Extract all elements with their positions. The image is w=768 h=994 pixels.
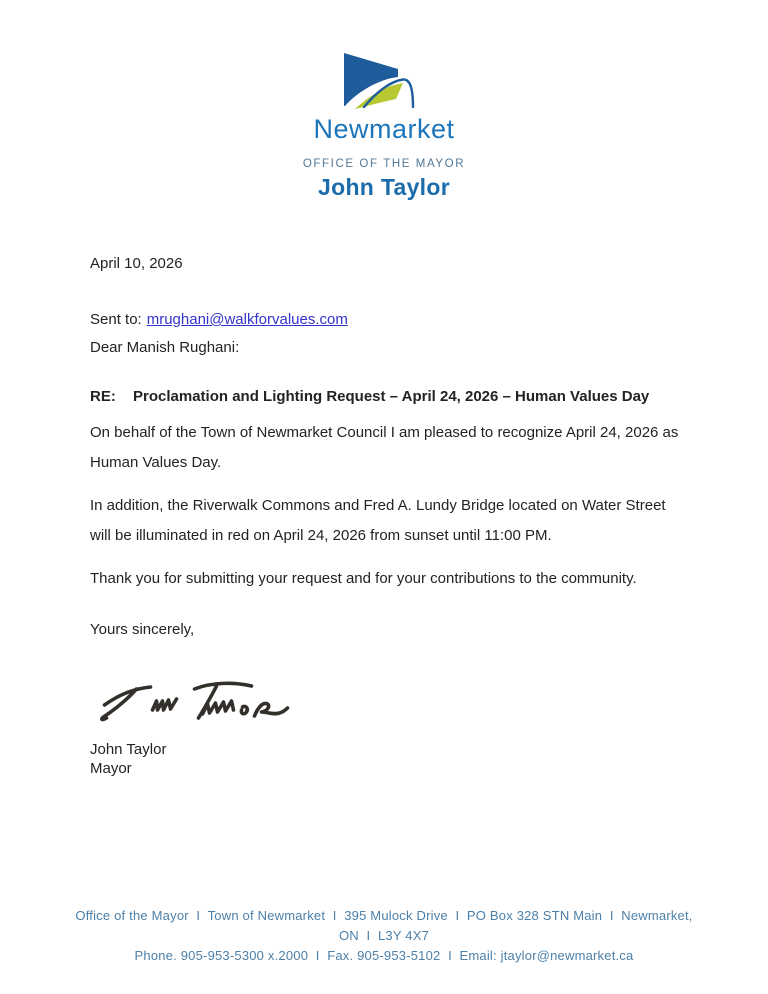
paragraph-2-line-1: In addition, the Riverwalk Commons and Fred A. Lundy Bridge located on Water Street	[90, 497, 666, 514]
signature-image	[92, 676, 317, 728]
paragraph-1	[90, 418, 682, 478]
newmarket-logo-icon	[340, 50, 428, 112]
recipient-email-link[interactable]: mrughani@walkforvalues.com	[146, 311, 348, 328]
signer-title: Mayor	[90, 760, 132, 777]
sent-to-label: Sent to:	[90, 311, 142, 328]
footer-contact-line: Phone. 905-953-5300 x.2000 I Fax. 905-953-5102 I Email: jtaylor@newmarket.ca	[134, 948, 634, 963]
letter-date: April 10, 2026	[90, 255, 183, 272]
re-subject-line	[90, 385, 682, 409]
mayor-name-heading: John Taylor	[318, 174, 450, 200]
sent-to-line	[90, 308, 682, 332]
re-label: RE:	[90, 388, 116, 405]
re-subject-text: Proclamation and Lighting Request – April 24, 2026 – Human Values Day	[133, 388, 650, 405]
brand-wordmark: Newmarket	[313, 114, 455, 144]
paragraph-3	[90, 564, 682, 594]
footer-address-line-2: ON I L3Y 4X7	[339, 928, 429, 943]
letter-body	[90, 252, 682, 778]
letterhead	[0, 50, 768, 201]
salutation: Dear Manish Rughani:	[90, 339, 240, 356]
office-of-the-mayor-label: OFFICE OF THE MAYOR	[302, 158, 466, 170]
paragraph-1-line-2: Human Values Day.	[90, 454, 222, 471]
signature-block	[90, 740, 682, 778]
paragraph-2	[90, 491, 682, 551]
paragraph-3-line-1: Thank you for submitting your request and for your contributions to the community.	[90, 570, 637, 587]
footer-address-line-1: Office of the Mayor I Town of Newmarket I 395 Mulock Drive I PO Box 328 STN Main I Newmarket,	[75, 908, 693, 923]
paragraph-1-line-1: On behalf of the Town of Newmarket Council I am pleased to recognize April 24, 2026 as	[90, 424, 679, 441]
closing-line: Yours sincerely,	[90, 621, 195, 638]
letterhead-footer	[0, 906, 768, 966]
signer-name: John Taylor	[90, 741, 167, 758]
paragraph-2-line-2: will be illuminated in red on April 24, 2026 from sunset until 11:00 PM.	[90, 527, 552, 544]
